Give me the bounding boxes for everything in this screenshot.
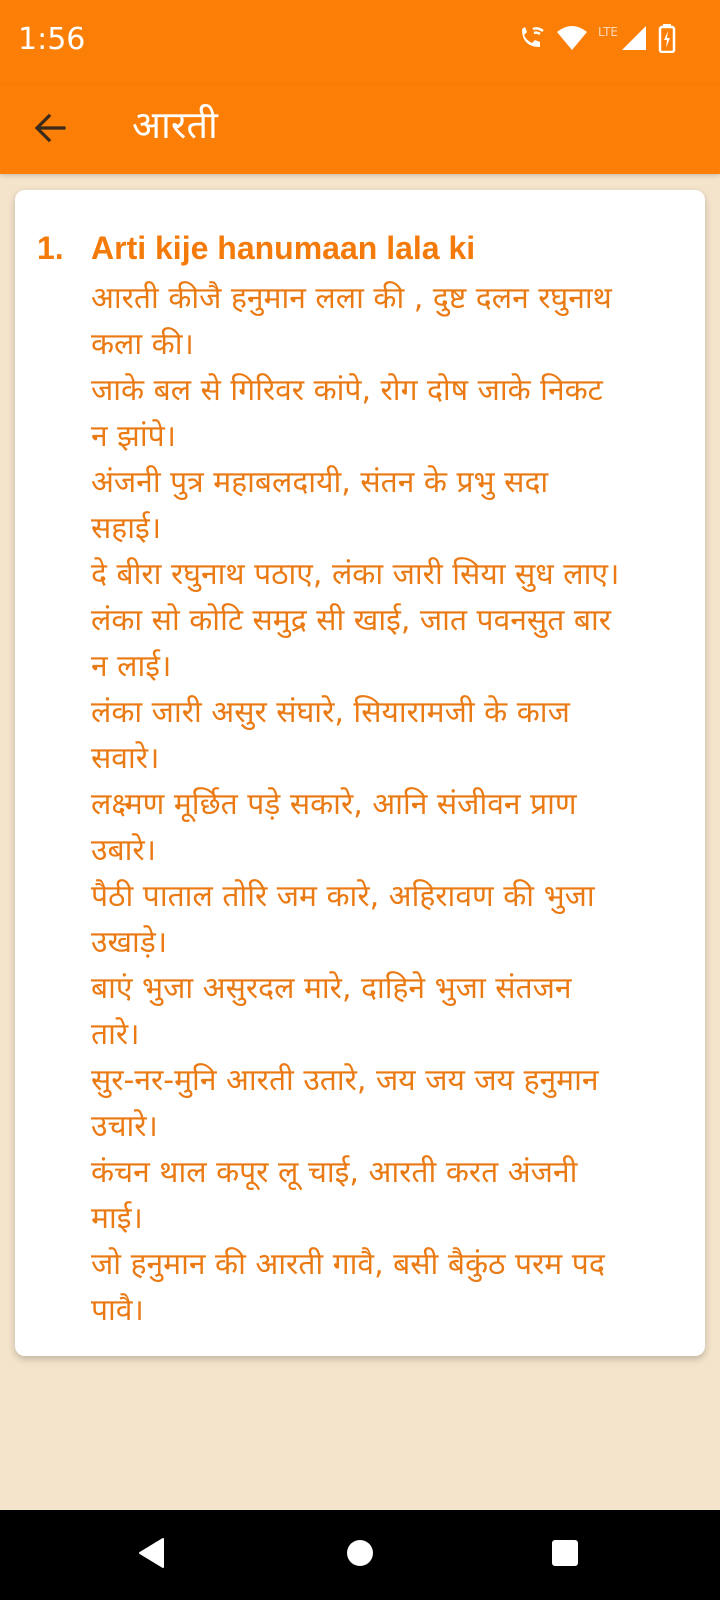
lyrics-list [91, 276, 687, 1334]
cellular-signal-icon [620, 24, 648, 56]
page-title: आरती [132, 103, 218, 147]
lyric-line: उचारे। [91, 1109, 158, 1144]
content-area [0, 174, 720, 1510]
lyric-line: पावै। [91, 1293, 144, 1328]
back-triangle-icon [137, 1537, 167, 1573]
lyric-line: सवारे। [91, 741, 160, 776]
lyric-line: दे बीरा रघुनाथ पठाए, लंका जारी सिया सुध लाए। [91, 557, 620, 592]
lyric-line: लंका सो कोटि समुद्र सी खाई, जात पवनसुत बार [91, 603, 612, 638]
lyric-line: न झांपे। [91, 419, 177, 454]
home-circle-icon [345, 1538, 375, 1572]
wifi-icon [556, 24, 588, 56]
lyric-line: न लाई। [91, 649, 172, 684]
lyric-line: बाएं भुजा असुरदल मारे, दाहिने भुजा संतजन [91, 971, 572, 1006]
lyric-line: लंका जारी असुर संघारे, सियारामजी के काज [91, 695, 570, 730]
lyric-line: सुर-नर-मुनि आरती उतारे, जय जय जय हनुमान [91, 1063, 599, 1098]
aarti-title: Arti kije hanumaan lala ki [91, 230, 476, 266]
lyric-line: लक्ष्मण मूर्छित पड़े सकारे, आनि संजीवन प्राण [91, 787, 577, 822]
lyric-line: उबारे। [91, 833, 156, 868]
lyric-line: उखाड़े। [91, 925, 168, 960]
recents-square-icon [550, 1538, 580, 1572]
lyric-line: जाके बल से गिरिवर कांपे, रोग दोष जाके निकट [91, 373, 603, 408]
status-time: 1:56 [18, 22, 86, 57]
item-number: 1. [37, 230, 64, 266]
lyric-line: पैठी पाताल तोरि जम कारे, अहिरावण की भुजा [91, 879, 595, 914]
lyric-line: सहाई। [91, 511, 162, 546]
lyric-line: अंजनी पुत्र महाबलदायी, संतन के प्रभु सदा [91, 465, 549, 500]
back-button[interactable] [22, 102, 78, 158]
nav-back-button[interactable] [127, 1530, 177, 1580]
battery-charging-icon [658, 23, 676, 57]
aarti-card[interactable] [15, 190, 705, 1356]
status-bar [0, 0, 720, 84]
status-icons [516, 20, 676, 60]
system-nav-bar [0, 1510, 720, 1600]
wifi-call-icon [516, 23, 546, 57]
nav-home-button[interactable] [335, 1530, 385, 1580]
lyric-line: आरती कीजै हनुमान लला की , दुष्ट दलन रघुनाथ [91, 281, 612, 316]
lyric-line: जो हनुमान की आरती गावै, बसी बैकुंठ परम पद [91, 1247, 605, 1282]
lyric-line: तारे। [91, 1017, 140, 1052]
lyric-line: माई। [91, 1201, 143, 1236]
lyric-line: कंचन थाल कपूर लू चाई, आरती करत अंजनी [91, 1155, 578, 1190]
network-type-label: LTE [598, 25, 618, 39]
nav-recents-button[interactable] [540, 1530, 590, 1580]
app-bar [0, 84, 720, 174]
lyric-line: कला की। [91, 327, 194, 362]
arrow-back-icon [33, 111, 67, 149]
